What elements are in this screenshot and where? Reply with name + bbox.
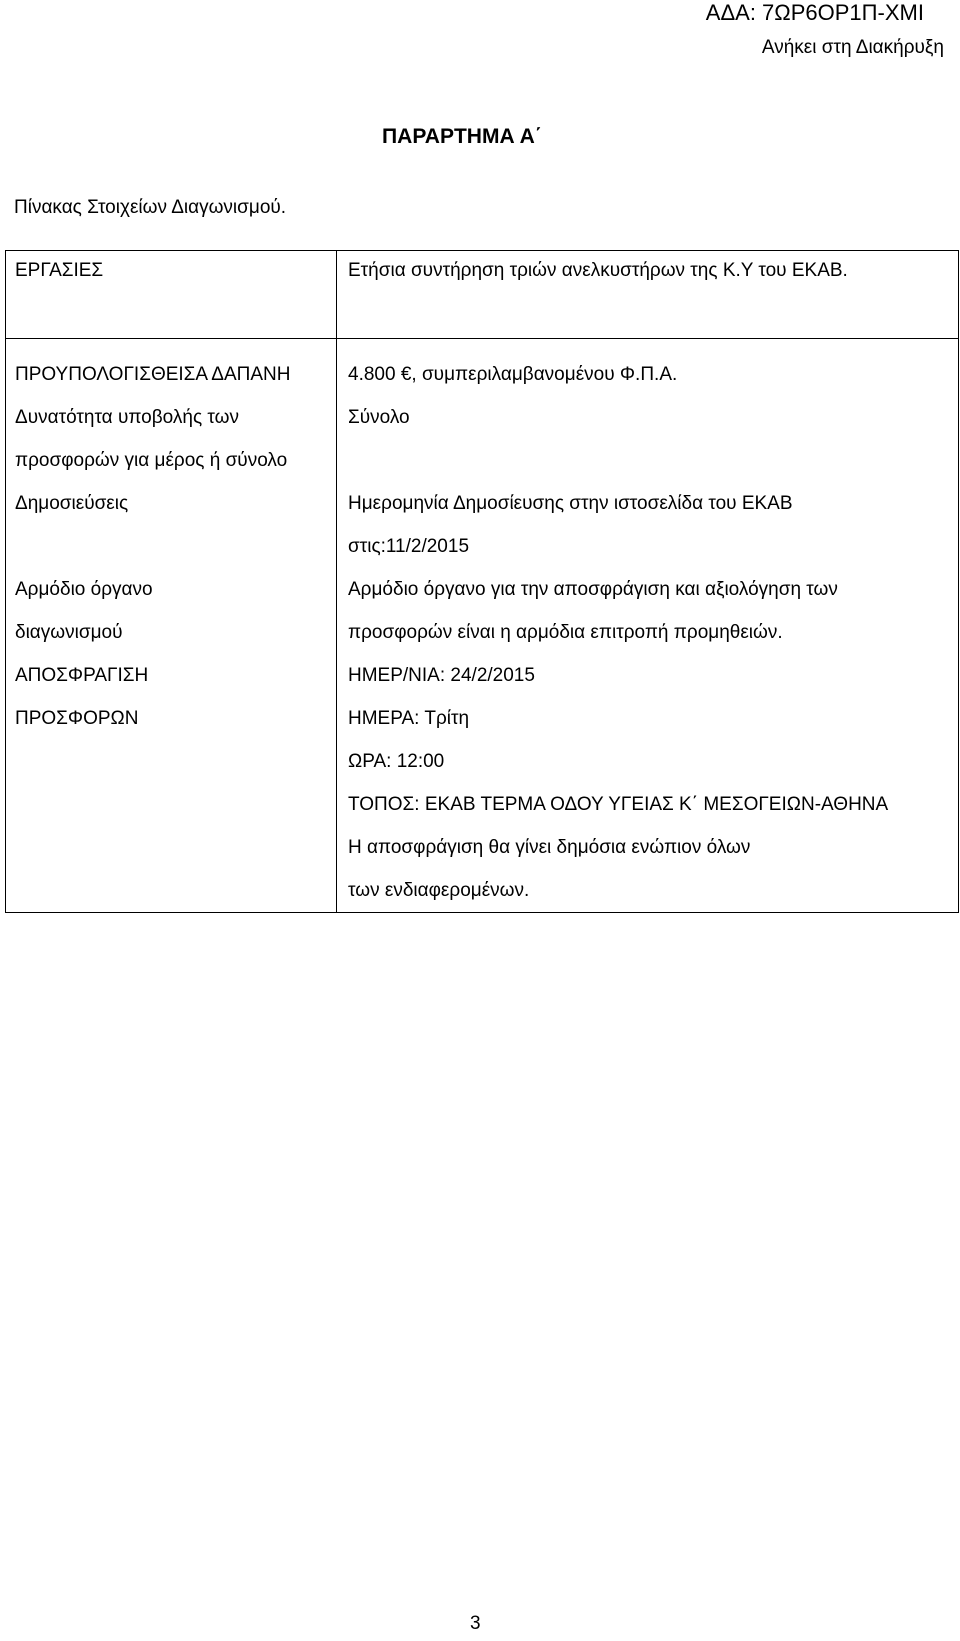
row-value-text: Σύνολο xyxy=(348,407,410,428)
row-value-text: 4.800 €, συμπεριλαμβανομένου Φ.Π.Α. xyxy=(348,364,678,385)
row-label-text: ΕΡΓΑΣΙΕΣ xyxy=(15,260,104,281)
table-caption: Πίνακας Στοιχείων Διαγωνισμού. xyxy=(14,197,287,218)
row-label-text xyxy=(15,740,336,783)
row-label-text xyxy=(15,869,336,912)
row-label-text: διαγωνισμού xyxy=(15,622,123,643)
row-value-text: των ενδιαφερομένων. xyxy=(348,880,530,901)
row-label-text: ΠΡΟΥΠΟΛΟΓΙΣΘΕΙΣΑ ΔΑΠΑΝΗ xyxy=(15,364,291,385)
row-value-text: Ετήσια συντήρηση τριών ανελκυστήρων της Κ.Υ του ΕΚΑΒ. xyxy=(348,260,848,281)
row-value-text: Αρμόδιο όργανο για την αποσφράγιση και αξιολόγηση των xyxy=(348,579,838,600)
row-value-text: ΤΟΠΟΣ: ΕΚΑΒ ΤΕΡΜΑ ΟΔΟΥ ΥΓΕΙΑΣ Κ΄ ΜΕΣΟΓΕΙΩΝ-ΑΘΗΝΑ xyxy=(348,794,889,815)
row-value-text: προσφορών είναι η αρμόδια επιτροπή προμηθειών. xyxy=(348,622,783,643)
row-value-text: Ημερομηνία Δημοσίευσης στην ιστοσελίδα του ΕΚΑΒ xyxy=(348,493,793,514)
row-label-text: Δυνατότητα υποβολής των xyxy=(15,407,239,428)
row-label-text: προσφορών για μέρος ή σύνολο xyxy=(15,450,288,471)
annex-title: ΠΑΡΑΡΤΗΜΑ Α΄ xyxy=(382,125,542,148)
ada-status: Ανήκει στη Διακήρυξη xyxy=(761,37,944,58)
row-value-cell xyxy=(337,251,959,339)
row-value-text xyxy=(348,439,958,482)
ada-code: ΑΔΑ: 7ΩΡ6ΟΡ1Π-ΧΜΙ xyxy=(705,0,924,25)
row-label-cell xyxy=(6,339,337,913)
row-label-cell xyxy=(6,251,337,339)
tender-details-table xyxy=(5,250,959,913)
page-number: 3 xyxy=(470,1613,481,1634)
row-label-text: ΠΡΟΣΦΟΡΩΝ xyxy=(15,708,139,729)
row-label-text: Δημοσιεύσεις xyxy=(15,493,129,514)
row-value-text: ΗΜΕΡ/ΝΙΑ: 24/2/2015 xyxy=(348,665,535,686)
table-row-budget xyxy=(6,339,959,913)
table-row-works xyxy=(6,251,959,339)
row-value-cell xyxy=(337,339,959,913)
row-label-text: Αρμόδιο όργανο xyxy=(15,579,153,600)
row-label-text xyxy=(15,826,336,869)
row-value-text: στις:11/2/2015 xyxy=(348,536,470,557)
row-value-text: ΩΡΑ: 12:00 xyxy=(348,751,445,772)
row-value-text: Η αποσφράγιση θα γίνει δημόσια ενώπιον όλων xyxy=(348,837,751,858)
row-label-text xyxy=(15,525,336,568)
row-label-text xyxy=(15,783,336,826)
row-label-text: ΑΠΟΣΦΡΑΓΙΣΗ xyxy=(15,665,149,686)
row-value-text: ΗΜΕΡΑ: Τρίτη xyxy=(348,708,470,729)
